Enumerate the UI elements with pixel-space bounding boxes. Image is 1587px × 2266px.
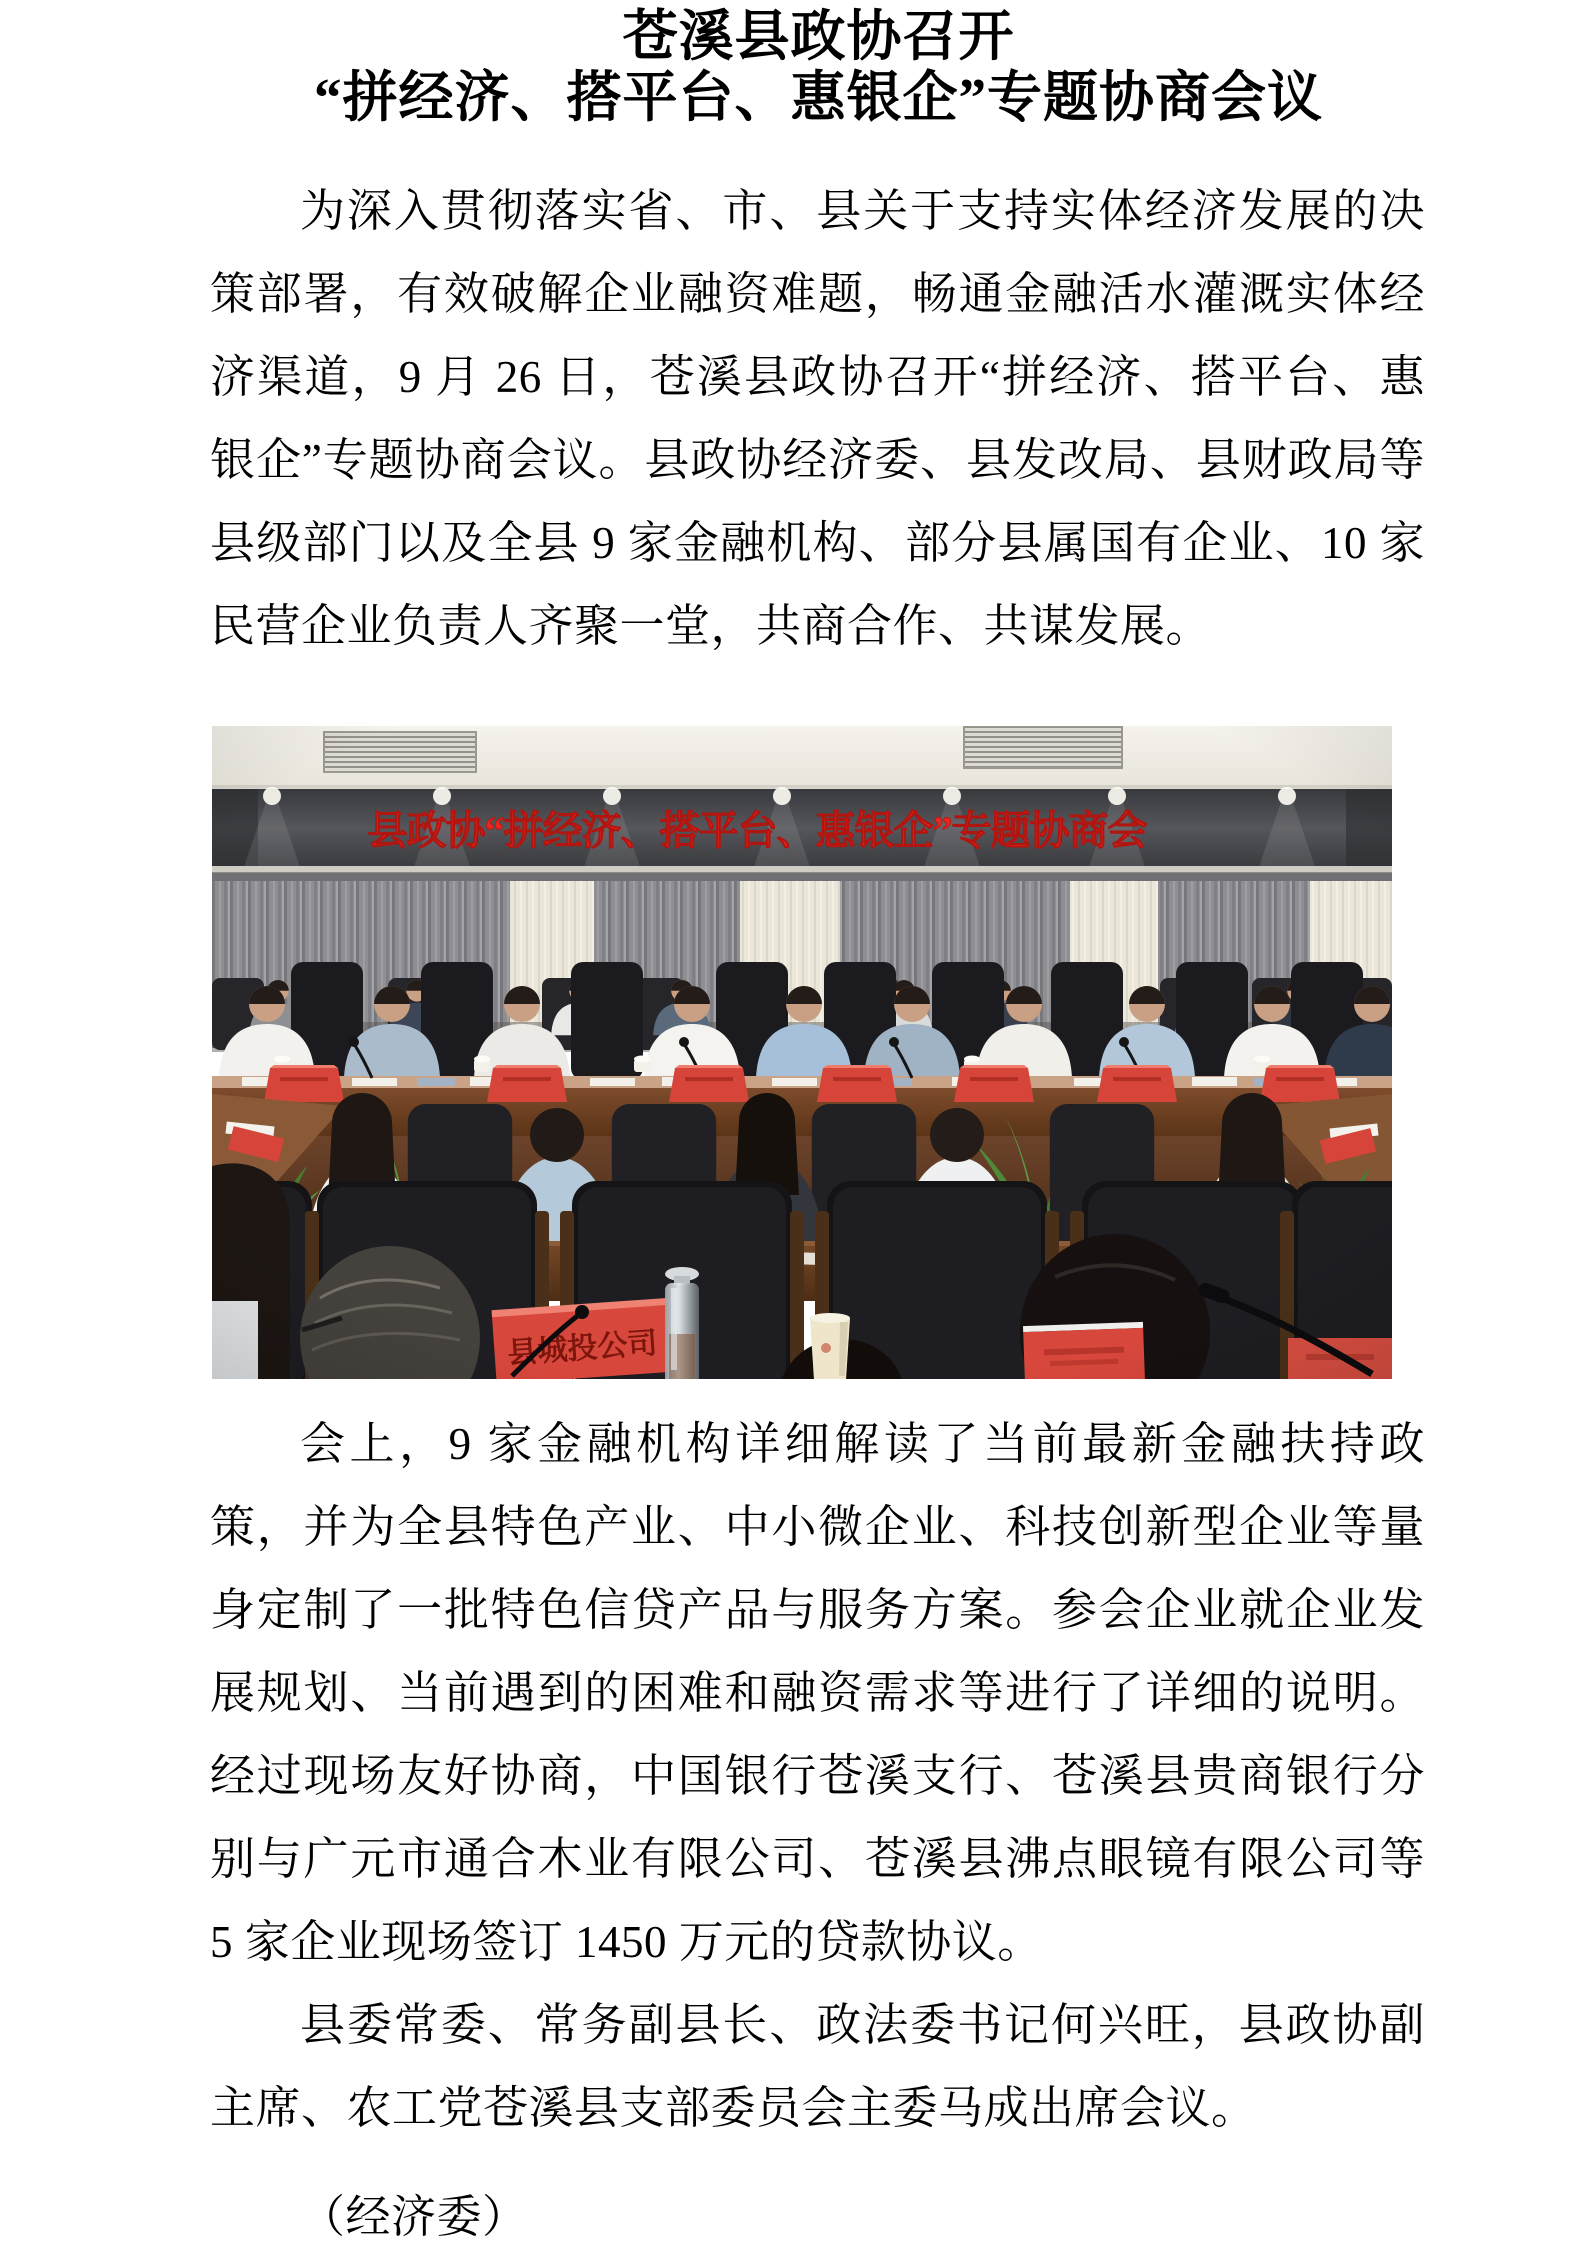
photo-vignette: [212, 726, 1392, 1379]
article-title-line1: 苍溪县政协召开: [622, 6, 1015, 67]
meeting-photo-canvas: [212, 726, 1392, 1379]
article-title: [210, 6, 1427, 128]
paragraph-leaders: 县委常委、常务副县长、政法委书记何兴旺，县政协副主席、农工党苍溪县支部委员会主委马成出席会议。: [210, 2000, 1425, 2133]
paragraph-meeting-results: 会上，9 家金融机构详细解读了当前最新金融扶持政策，并为全县特色产业、中小微企业、科技创新型企业等量身定制了一批特色信贷产品与服务方案。参会企业就企业发展规划、当前遇到的困难和融资需求等进行了详细的说明。经过现场友好协商，中国银行苍溪支行、苍溪县贵商银行分别与广元市通合木业有限公司、苍溪县沸点眼镜有限公司等 5 家企业现场签订 1450 万元的贷款协议。: [210, 1419, 1425, 1967]
article-title-line2: “拼经济、搭平台、惠银企”专题协商会议: [313, 67, 1323, 128]
meeting-photo: [212, 726, 1392, 1379]
paragraph-intro: 为深入贯彻落实省、市、县关于支持实体经济发展的决策部署，有效破解企业融资难题，畅通金融活水灌溉实体经济渠道，9 月 26 日，苍溪县政协召开“拼经济、搭平台、惠银企”专题协商会议。县政协经济委、县发改局、县财政局等县级部门以及全县 9 家金融机构、部分县属国有企业、10 家民营企业负责人齐聚一堂，共商合作、共谋发展。: [210, 186, 1425, 651]
byline: （经济委）: [300, 2192, 528, 2242]
